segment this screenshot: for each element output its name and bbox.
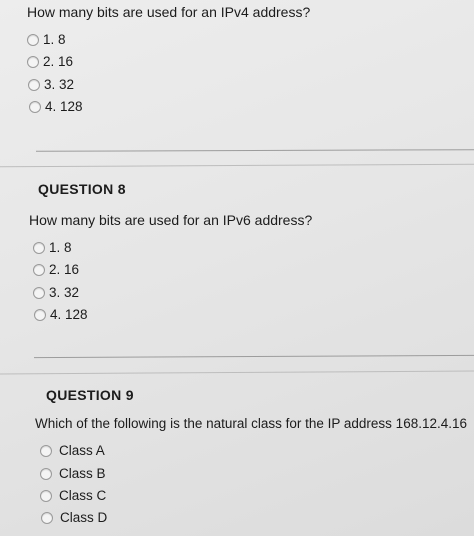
question-divider bbox=[0, 164, 474, 167]
q8-option-1-label: 1. 8 bbox=[49, 240, 72, 255]
q9-option-class-b[interactable] bbox=[40, 466, 106, 481]
q9-option-4-label: Class D bbox=[60, 510, 108, 525]
answer-separator bbox=[34, 355, 474, 358]
radio-button[interactable] bbox=[29, 101, 41, 113]
answer-separator bbox=[36, 149, 474, 152]
question-8-text: How many bits are used for an IPv6 address? bbox=[29, 212, 313, 228]
q7-option-2-label: 2. 16 bbox=[43, 54, 74, 69]
radio-button[interactable] bbox=[41, 512, 53, 524]
q9-option-2-label: Class B bbox=[59, 466, 106, 481]
q9-option-class-a[interactable] bbox=[40, 443, 105, 458]
q7-option-4-label: 4. 128 bbox=[45, 99, 83, 114]
radio-button[interactable] bbox=[40, 468, 52, 480]
radio-button[interactable] bbox=[40, 445, 52, 457]
radio-button[interactable] bbox=[27, 56, 39, 68]
question-7-text: How many bits are used for an IPv4 address? bbox=[27, 4, 311, 20]
q9-option-class-c[interactable] bbox=[40, 488, 106, 503]
radio-button[interactable] bbox=[34, 309, 46, 321]
q7-option-3[interactable] bbox=[28, 77, 74, 92]
radio-button[interactable] bbox=[28, 79, 40, 91]
q7-option-1-label: 1. 8 bbox=[43, 32, 66, 47]
q8-option-3[interactable] bbox=[33, 285, 79, 300]
q8-option-3-label: 3. 32 bbox=[49, 285, 80, 300]
question-8-heading: QUESTION 8 bbox=[38, 181, 126, 197]
q8-option-2-label: 2. 16 bbox=[49, 262, 80, 277]
question-9-text: Which of the following is the natural class for the IP address 168.12.4.16 bbox=[35, 416, 467, 431]
q7-option-3-label: 3. 32 bbox=[44, 77, 75, 92]
question-9-heading: QUESTION 9 bbox=[46, 387, 134, 403]
q8-option-1[interactable] bbox=[33, 240, 72, 255]
radio-button[interactable] bbox=[27, 34, 39, 46]
q9-option-3-label: Class C bbox=[59, 488, 107, 503]
question-divider bbox=[0, 371, 474, 375]
q7-option-1[interactable] bbox=[27, 32, 66, 47]
q7-option-2[interactable] bbox=[27, 54, 73, 69]
q9-option-1-label: Class A bbox=[59, 443, 105, 458]
radio-button[interactable] bbox=[40, 490, 52, 502]
q7-option-4[interactable] bbox=[29, 99, 83, 114]
radio-button[interactable] bbox=[33, 264, 45, 276]
radio-button[interactable] bbox=[33, 287, 45, 299]
radio-button[interactable] bbox=[33, 242, 45, 254]
q8-option-4-label: 4. 128 bbox=[50, 307, 88, 322]
q9-option-class-d[interactable] bbox=[41, 510, 107, 525]
q8-option-2[interactable] bbox=[33, 262, 79, 277]
q8-option-4[interactable] bbox=[34, 307, 88, 322]
